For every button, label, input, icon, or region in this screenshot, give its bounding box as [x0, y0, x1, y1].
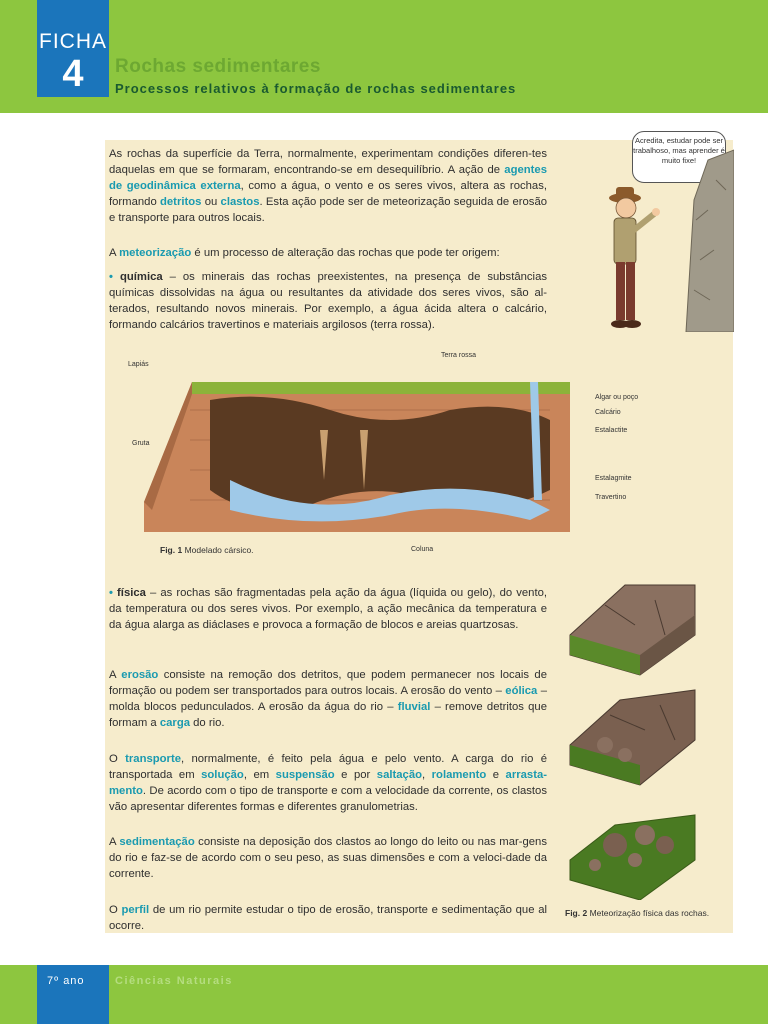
keyword-arrastamento: arrasta-mento: [109, 769, 547, 797]
caption-number: Fig. 1: [160, 545, 183, 555]
label-gruta: Gruta: [132, 440, 150, 447]
page-subtitle: Processos relativos à formação de rochas sedimentares: [115, 81, 517, 96]
text: do rio.: [190, 717, 225, 729]
keyword-carga: carga: [159, 717, 191, 729]
text: ou: [201, 196, 221, 208]
footer-badge: [37, 965, 109, 1024]
page-title: Rochas sedimentares: [115, 56, 321, 77]
caption-text: Meteorização física das rochas.: [587, 908, 710, 918]
footer-subject: Ciências Naturais: [115, 975, 233, 987]
text: O: [109, 753, 126, 765]
transporte-paragraph: [109, 751, 547, 815]
label-terra-rossa: Terra rossa: [441, 352, 477, 359]
text: de um rio permite estudar o tipo de erosão, transporte e sedimentação que al ocorre.: [109, 904, 547, 932]
footer-year: 7º ano: [47, 975, 85, 987]
text: A: [109, 247, 120, 259]
keyword-fisica: física: [117, 587, 146, 599]
label-calcario: Calcário: [595, 409, 621, 416]
keyword-perfil: perfil: [121, 904, 150, 916]
keyword-sedimentacao: sedimentação: [119, 836, 195, 848]
label-coluna: Coluna: [411, 546, 434, 553]
keyword-fluvial: fluvial: [397, 701, 431, 713]
intro-paragraph: [109, 146, 547, 226]
speech-bubble: Acredita, estudar pode ser trabalhoso, mas aprender é muito fixe!: [632, 131, 726, 183]
text: A: [109, 836, 120, 848]
meteorizacao-paragraph: [109, 245, 549, 261]
ficha-number: 4: [62, 53, 84, 95]
text: ,: [422, 769, 432, 781]
text: é um processo de alteração das rochas que pode ter origem:: [191, 247, 500, 259]
caption-text: Modelado cársico.: [182, 545, 254, 555]
keyword-transporte: transporte: [125, 753, 181, 765]
text: – molda blocos pedunculados. A erosão da água do rio –: [109, 685, 547, 713]
keyword-solucao: solução: [201, 769, 244, 781]
ficha-label: FICHA: [39, 30, 107, 53]
text: As rochas da superfície da Terra, normalmente, experimentam condições diferen-tes daquelas em que se formaram, encontrando-se em desequilíbrio. A ação de: [109, 148, 547, 176]
text: consiste na remoção dos detritos, que podem permanecer nos locais de formação ou podem ser transportados para outros locais. A erosão do vento –: [109, 669, 547, 697]
perfil-paragraph: [109, 902, 547, 934]
keyword-meteorizacao: meteorização: [119, 247, 192, 259]
text: , como a água, o vento e os seres vivos, altera as rochas, formando: [109, 180, 547, 208]
erosao-paragraph: [109, 667, 547, 731]
text: e: [486, 769, 506, 781]
caption-number: Fig. 2: [565, 908, 588, 918]
student-character-illustration: [596, 140, 734, 332]
keyword-quimica: química: [119, 271, 163, 283]
label-estalagmite: Estalagmite: [595, 475, 632, 482]
keyword-agentes: agentes de geodinâmica externa: [109, 164, 547, 192]
keyword-saltacao: saltação: [376, 769, 423, 781]
bullet: •: [109, 271, 113, 283]
text: . De acordo com o tipo de transporte e com a velocidade da corrente, os clastos vão apresentar diferentes formas e diferentes granulometrias.: [109, 785, 547, 813]
sedimentacao-paragraph: [109, 834, 547, 882]
keyword-clastos: clastos: [220, 196, 260, 208]
block-stage-2: [570, 690, 695, 785]
text: – as rochas são fragmentadas pela ação da água (líquida ou gelo), do vento, da temperatura ou dos seres vivos. Por exemplo, a ação mecânica da temperatura e da água alarga as diáclases e provoca a formação de blocos e areias quartzosas.: [109, 587, 548, 631]
footer-band: [0, 965, 768, 1024]
fig2-caption: [565, 908, 725, 918]
ficha-badge: [37, 0, 109, 97]
text: . Esta ação pode ser de meteorização seguida de erosão e transporte para outros locais.: [109, 196, 548, 224]
keyword-erosao: erosão: [121, 669, 159, 681]
label-algar: Algar ou poço: [595, 394, 639, 401]
quimica-paragraph: [109, 269, 547, 333]
bullet: •: [109, 587, 113, 599]
weathering-blocks-illustration: [565, 575, 725, 900]
keyword-detritos: detritos: [160, 196, 202, 208]
keyword-suspensao: suspensão: [275, 769, 335, 781]
text: , normalmente, é feito pela água e pelo vento. A carga do rio é transportada em: [109, 753, 547, 781]
keyword-eolica: eólica: [505, 685, 538, 697]
text: – remove detritos que formam a: [109, 701, 547, 729]
fisica-paragraph: [109, 585, 547, 633]
text: A: [109, 669, 122, 681]
label-travertino: Travertino: [595, 494, 627, 501]
block-stage-1: [570, 585, 695, 675]
text: consiste na deposição dos clastos ao longo do leito ou nas mar-gens do rio e faz-se de acordo com o seu peso, as suas dimensões e com a veloci-dade da corrente.: [109, 836, 547, 880]
text: e por: [334, 769, 377, 781]
text: – os minerais das rochas preexistentes, na presença de substâncias químicas dissolvidas na água ou resultantes da atividade dos seres vivos, são al-terados, resultando novos minerais. Por exemplo, a água ácida altera o calcário, formando calcários travertinos e materiais argilosos (terra rossa).: [109, 271, 547, 331]
fig1-caption: [160, 545, 254, 555]
block-stage-3: [570, 815, 695, 900]
text: O: [109, 904, 122, 916]
text: , em: [243, 769, 276, 781]
karst-diagram: [130, 370, 570, 545]
keyword-rolamento: rolamento: [431, 769, 487, 781]
label-estalactite: Estalactite: [595, 427, 628, 434]
label-lapias: Lapiás: [128, 361, 149, 368]
